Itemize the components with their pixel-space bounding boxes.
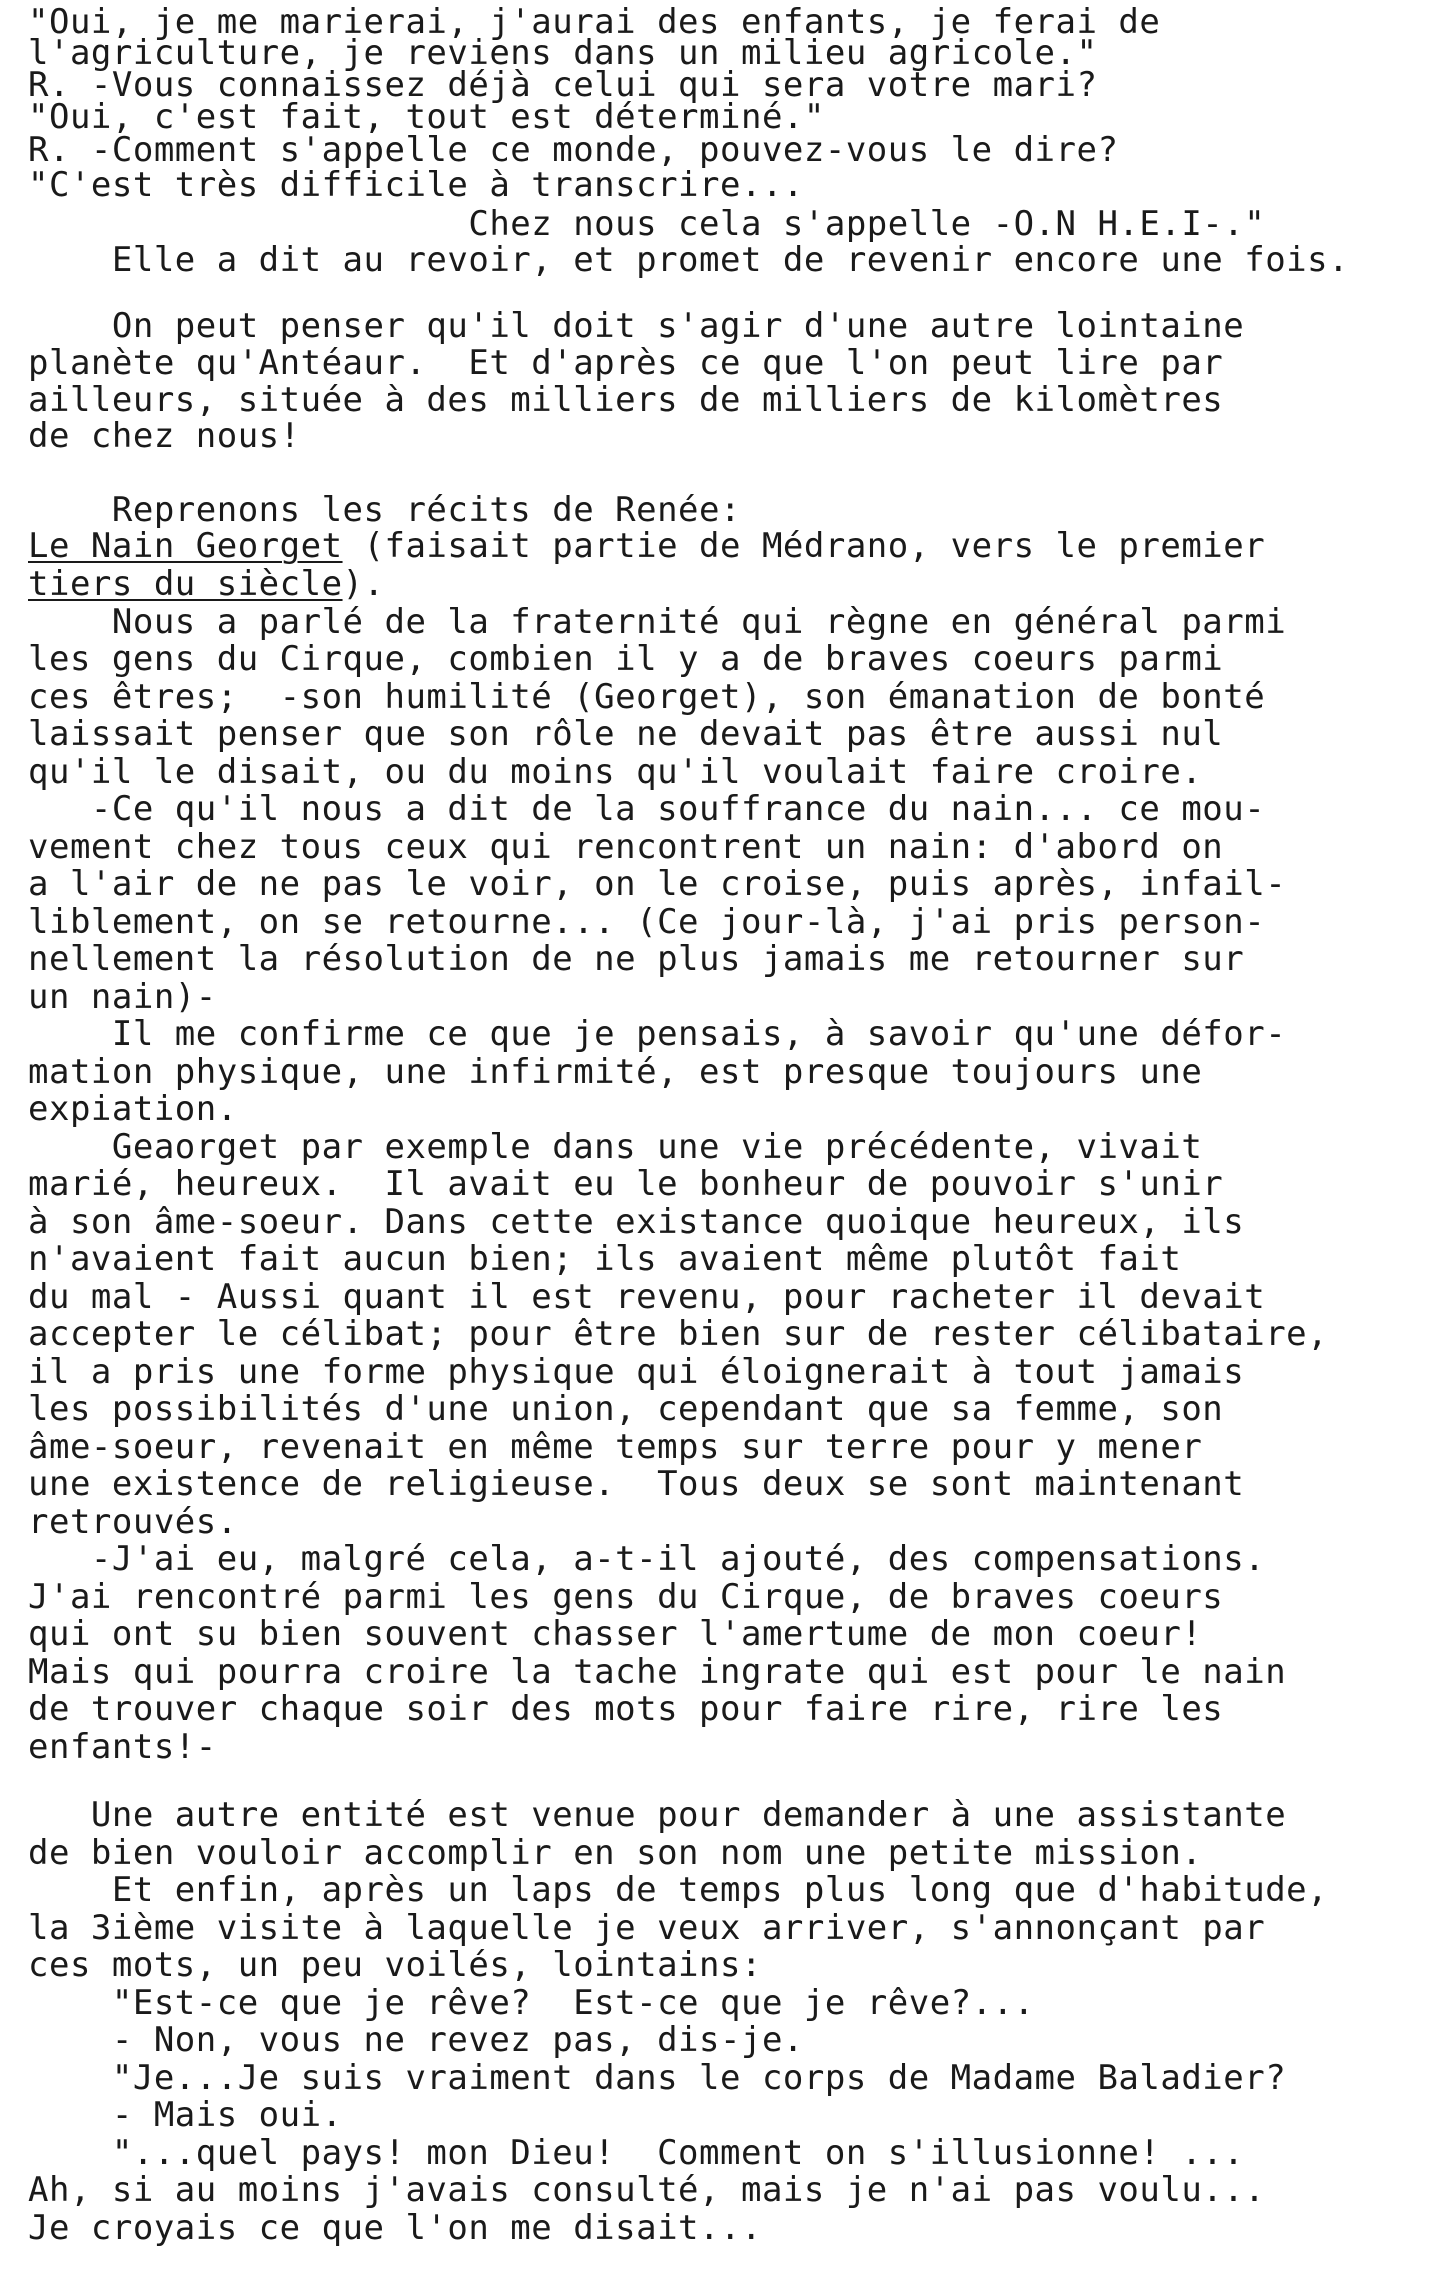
- text-line: de chez nous!: [28, 416, 301, 456]
- text-line: -Ce qu'il nous a dit de la souffrance du nain... ce mou-: [28, 789, 1266, 829]
- text-line: accepter le célibat; pour être bien sur de rester célibataire,: [28, 1314, 1329, 1354]
- text-line: qui ont su bien souvent chasser l'amertume de mon coeur!: [28, 1614, 1203, 1654]
- text-line: ces êtres; -son humilité (Georget), son émanation de bonté: [28, 677, 1266, 717]
- text-line: un nain)-: [28, 977, 217, 1017]
- text-line: ces mots, un peu voilés, lointains:: [28, 1945, 762, 1985]
- text-line: l'agriculture, je reviens dans un milieu agricole.": [28, 33, 1098, 73]
- text-line: Et enfin, après un laps de temps plus long que d'habitude,: [28, 1870, 1329, 1910]
- text-line: à son âme-soeur. Dans cette existance quoique heureux, ils: [28, 1202, 1245, 1242]
- text-line: "Je...Je suis vraiment dans le corps de Madame Baladier?: [28, 2058, 1287, 2098]
- text-line: Nous a parlé de la fraternité qui règne en général parmi: [28, 602, 1287, 642]
- text-line: les possibilités d'une union, cependant que sa femme, son: [28, 1389, 1224, 1429]
- text-line: qu'il le disait, ou du moins qu'il voulait faire croire.: [28, 752, 1203, 792]
- text-line: nellement la résolution de ne plus jamais me retourner sur: [28, 939, 1245, 979]
- text-line: [28, 566, 385, 602]
- text-line: vement chez tous ceux qui rencontrent un nain: d'abord on: [28, 827, 1224, 867]
- text-line: J'ai rencontré parmi les gens du Cirque, de braves coeurs: [28, 1577, 1224, 1617]
- text-line: de bien vouloir accomplir en son nom une petite mission.: [28, 1833, 1203, 1873]
- text-line: - Non, vous ne revez pas, dis-je.: [28, 2020, 804, 2060]
- text-line: âme-soeur, revenait en même temps sur terre pour y mener: [28, 1427, 1203, 1467]
- text-line: expiation.: [28, 1089, 238, 1129]
- text-line: il a pris une forme physique qui éloignerait à tout jamais: [28, 1352, 1245, 1392]
- text-line: Il me confirme ce que je pensais, à savoir qu'une défor-: [28, 1014, 1287, 1054]
- text-line: - Mais oui.: [28, 2095, 343, 2135]
- text-line: n'avaient fait aucun bien; ils avaient même plutôt fait: [28, 1239, 1182, 1279]
- text-line: Mais qui pourra croire la tache ingrate qui est pour le nain: [28, 1652, 1287, 1692]
- text-line: la 3ième visite à laquelle je veux arriver, s'annonçant par: [28, 1908, 1266, 1948]
- text-line: laissait penser que son rôle ne devait pas être aussi nul: [28, 714, 1224, 754]
- text-line: Je croyais ce que l'on me disait...: [28, 2208, 762, 2248]
- text-line: une existence de religieuse. Tous deux se sont maintenant: [28, 1464, 1245, 1504]
- text-line: Ah, si au moins j'avais consulté, mais je n'ai pas voulu...: [28, 2170, 1266, 2210]
- text-line: mation physique, une infirmité, est presque toujours une: [28, 1052, 1203, 1092]
- section-heading: Le Nain Georget: [28, 526, 343, 566]
- text-line: a l'air de ne pas le voir, on le croise, puis après, infail-: [28, 864, 1287, 904]
- text-line: retrouvés.: [28, 1502, 238, 1542]
- text-line: "Oui, c'est fait, tout est déterminé.": [28, 97, 825, 137]
- text-line: Elle a dit au revoir, et promet de revenir encore une fois.: [28, 240, 1350, 280]
- text-line: Geaorget par exemple dans une vie précédente, vivait: [28, 1127, 1203, 1167]
- text-line: On peut penser qu'il doit s'agir d'une autre lointaine: [28, 306, 1245, 346]
- text-line: "Est-ce que je rêve? Est-ce que je rêve?...: [28, 1983, 1035, 2023]
- text-line: -J'ai eu, malgré cela, a-t-il ajouté, des compensations.: [28, 1539, 1266, 1579]
- text-line: Reprenons les récits de Renée:: [28, 490, 741, 530]
- text-line: Chez nous cela s'appelle -O.N H.E.I-.": [28, 204, 1266, 244]
- underlined-text: tiers du siècle: [28, 564, 343, 604]
- text-line: du mal - Aussi quant il est revenu, pour racheter il devait: [28, 1277, 1266, 1317]
- text-line: de trouver chaque soir des mots pour faire rire, rire les: [28, 1689, 1224, 1729]
- text-line: les gens du Cirque, combien il y a de braves coeurs parmi: [28, 639, 1224, 679]
- text-line: R. -Vous connaissez déjà celui qui sera votre mari?: [28, 65, 1098, 105]
- text-line: "C'est très difficile à transcrire...: [28, 165, 804, 205]
- text-line: [28, 528, 1265, 564]
- text-line: ailleurs, située à des milliers de milliers de kilomètres: [28, 380, 1224, 420]
- text-line: Une autre entité est venue pour demander à une assistante: [28, 1795, 1287, 1835]
- text-line: liblement, on se retourne... (Ce jour-là, j'ai pris person-: [28, 902, 1266, 942]
- text-line: "...quel pays! mon Dieu! Comment on s'illusionne! ...: [28, 2133, 1245, 2173]
- text-line: "Oui, je me marierai, j'aurai des enfants, je ferai de: [28, 2, 1161, 42]
- text-span: (faisait partie de Médrano, vers le premier: [342, 526, 1266, 566]
- text-line: marié, heureux. Il avait eu le bonheur de pouvoir s'unir: [28, 1164, 1224, 1204]
- text-line: planète qu'Antéaur. Et d'après ce que l'on peut lire par: [28, 343, 1224, 383]
- text-span: ).: [342, 564, 385, 604]
- text-line: R. -Comment s'appelle ce monde, pouvez-vous le dire?: [28, 130, 1119, 170]
- text-line: enfants!-: [28, 1727, 217, 1767]
